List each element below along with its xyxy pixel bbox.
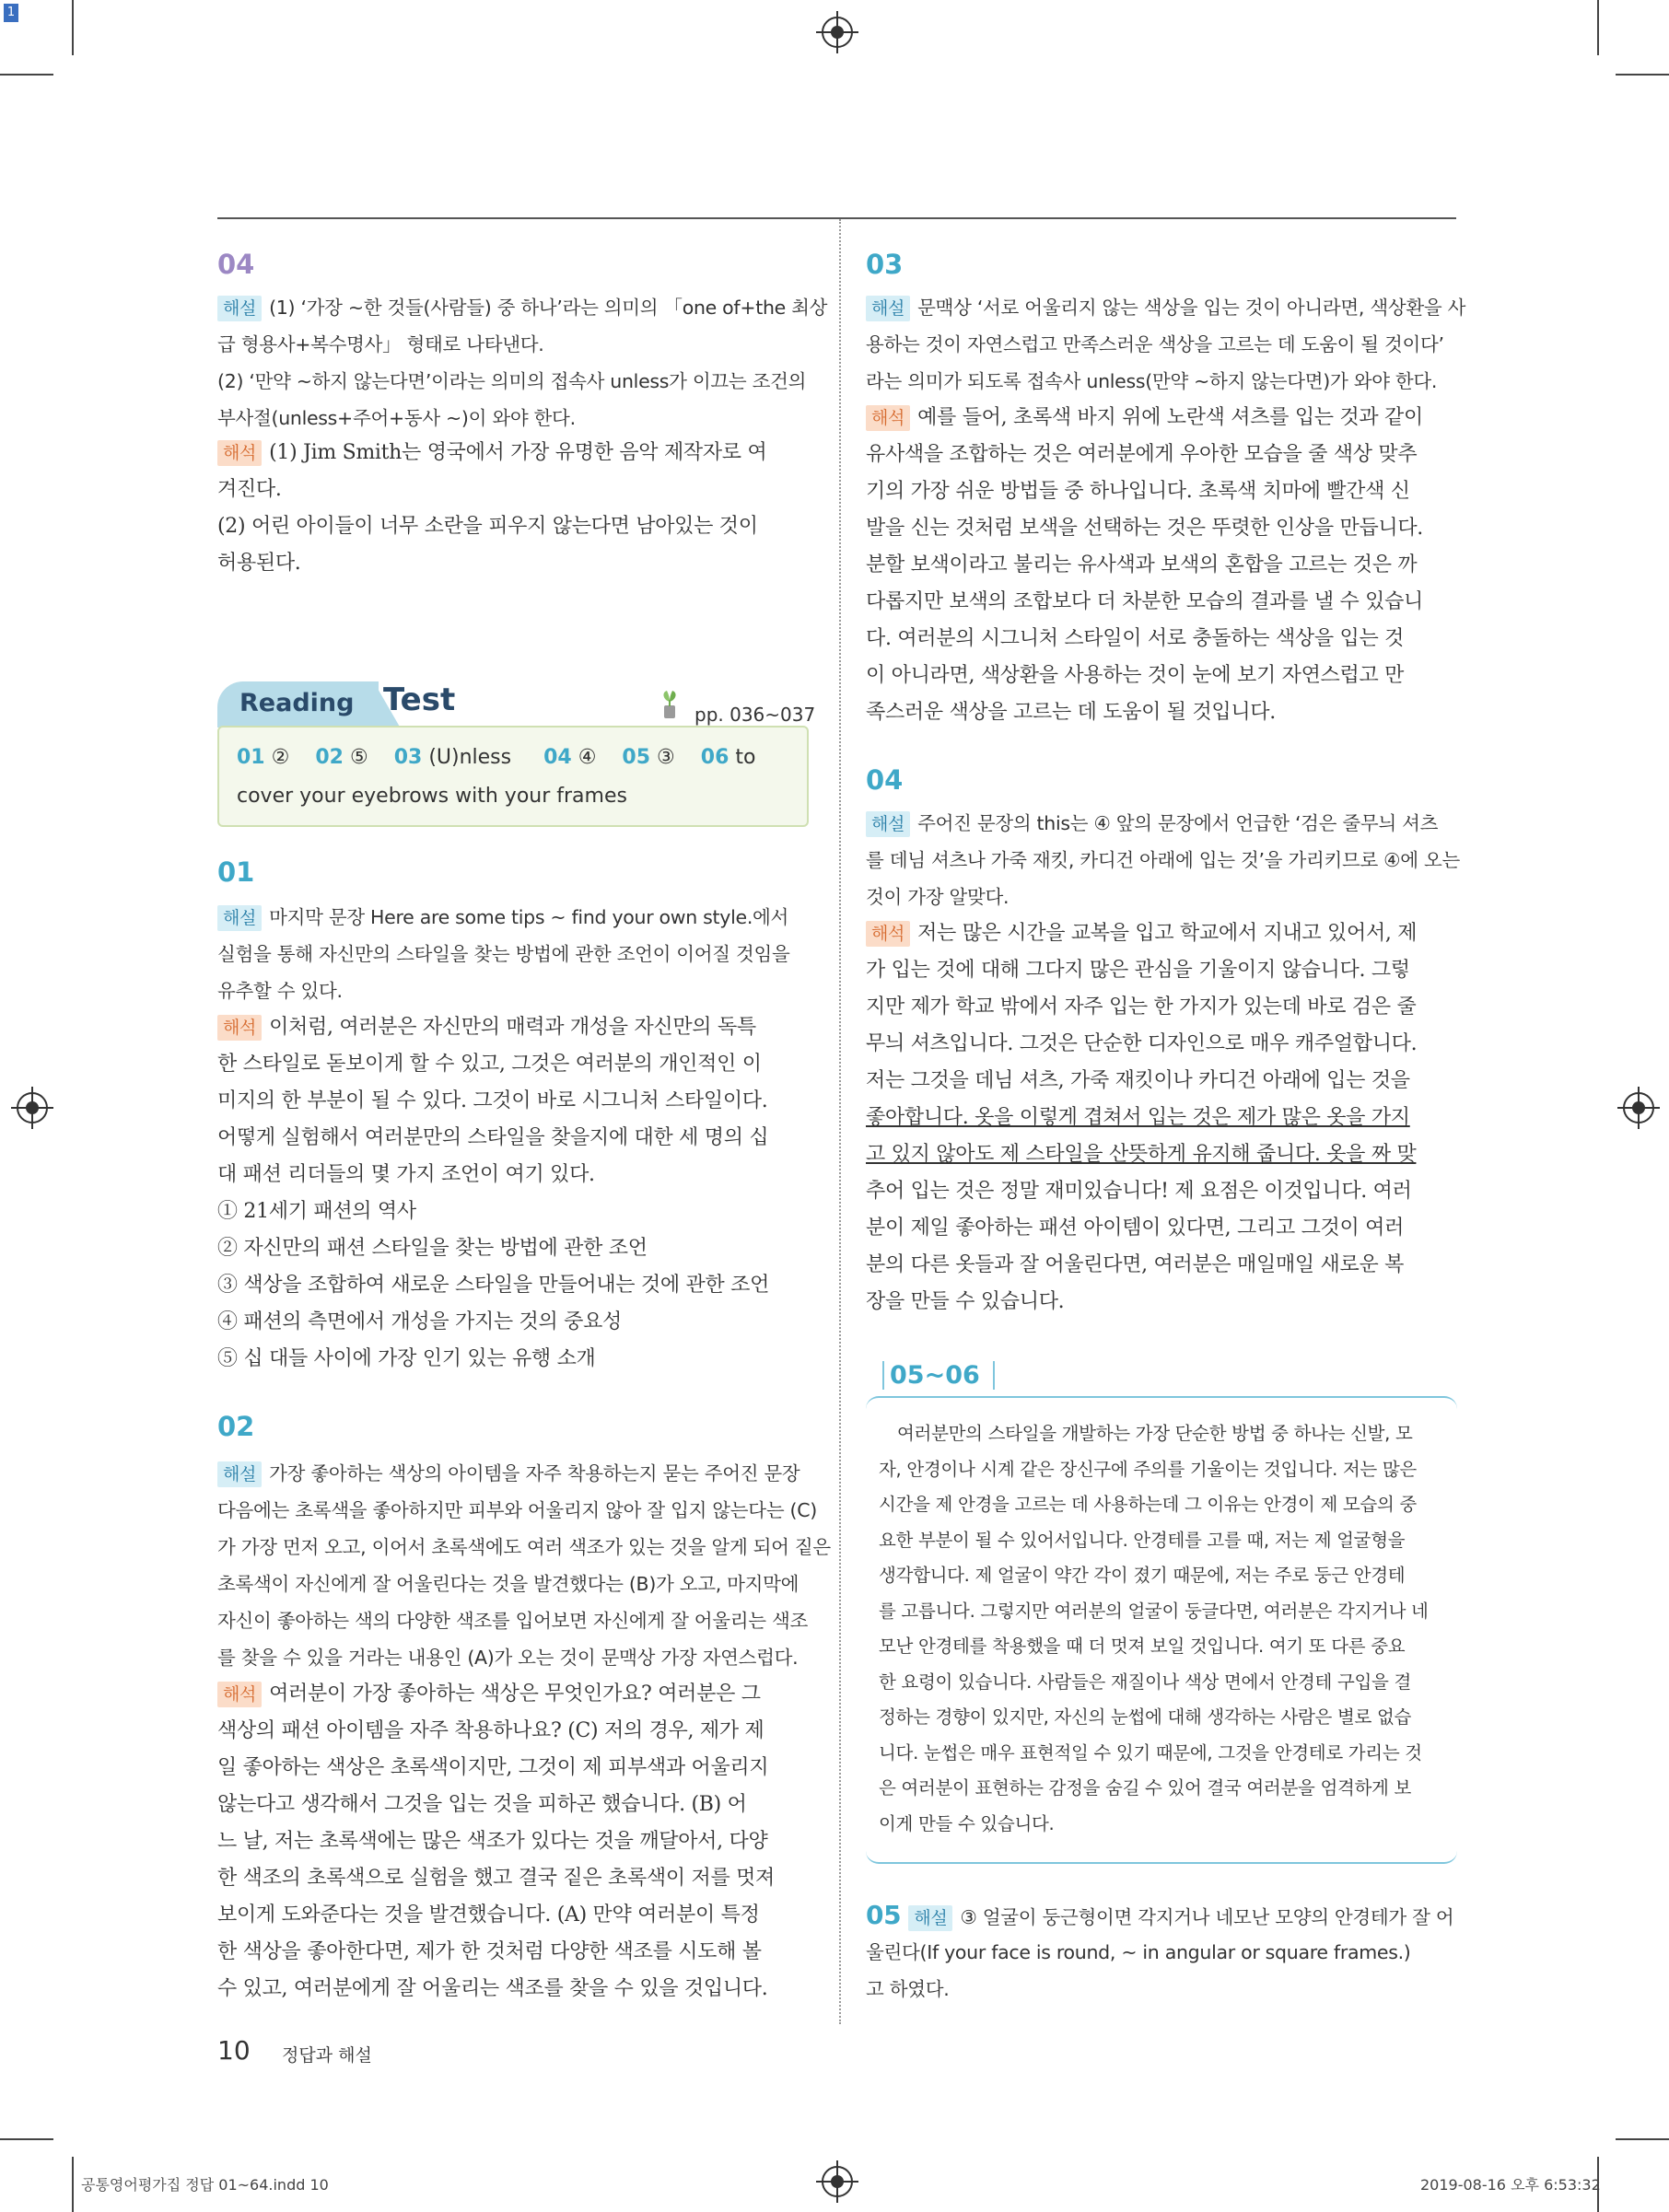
page-range: pp. 036~037 xyxy=(694,704,816,726)
crop-mark xyxy=(72,2157,74,2212)
translation-block: 해석 (1) Jim Smith는 영국에서 가장 유명한 음악 제작자로 여 겨진다. (2) 어린 아이들이 너무 소란을 피우지 않는다면 남아있는 것이 허용된다. xyxy=(217,441,767,575)
passage-box xyxy=(866,1396,1457,1864)
question-number: 01 xyxy=(217,856,255,888)
crop-mark xyxy=(0,2138,53,2140)
registration-mark-icon xyxy=(1623,1092,1654,1123)
question-number: 02 xyxy=(217,1411,255,1442)
answer-line: 01 ② 02 ⑤ 03 (U)nless 04 ④ 05 ③ 06 to xyxy=(237,746,756,769)
translation-block: 해석 예를 들어, 초록색 바지 위에 노란색 셔츠를 입는 것과 같이 유사색을 조합하는 것은 여러분에게 우아한 모습을 줄 색상 맞추 기의 가장 쉬운 방법들 중 하나입니다. 초록색 치마에 빨간색 신 발을 신는 것처럼 보색을 선택하는 것은 뚜렷한 인상을 만듭니다. 분할 보색이라고 불리는 유사색과 보색의 혼합을 고르는 것은 까 다롭지만 보색의 조합보다 더 차분한 모습의 결과를 낼 수 있습니 다. 여러분의 시그니처 스타일이 서로 충돌하는 색상을 입는 것 이 아니라면, 색상환을 사용하는 것이 눈에 보기 자연스럽고 만 족스러운 색상을 고르는 데 도움이 될 것입니다. xyxy=(866,406,1423,724)
explanation-block: 해설 마지막 문장 Here are some tips ~ find your own style.에서 실험을 통해 자신만의 스타일을 찾는 방법에 관한 조언이 이어질 것임을 유추할 수 있다. xyxy=(217,906,790,1002)
question-number: 03 xyxy=(866,249,904,280)
option: ③ 색상을 조합하여 새로운 스타일을 만들어내는 것에 관한 조언 xyxy=(217,1274,770,1297)
crop-mark xyxy=(1616,2138,1669,2140)
top-rule xyxy=(217,217,1456,219)
reading-label: Reading xyxy=(239,689,355,717)
explanation-block: 해설 문맥상 ‘서로 어울리지 않는 색상을 입는 것이 아니라면, 색상환을 사 용하는 것이 자연스럽고 만족스러운 색상을 고르는 데 도움이 될 것이다’ 라는 의미가 되도록 접속사 unless(만약 ~하지 않는다면)가 와야 한다. xyxy=(866,297,1466,392)
crop-mark xyxy=(72,0,74,55)
option: ① 21세기 패션의 역사 xyxy=(217,1200,416,1223)
explanation-block: 해설 주어진 문장의 this는 ④ 앞의 문장에서 언급한 ‘검은 줄무늬 셔츠 를 데님 셔츠나 가죽 재킷, 카디건 아래에 입는 것’을 가리키므로 ④에 오는 것이 가장 알맞다. xyxy=(866,812,1460,908)
column-divider xyxy=(839,219,841,2024)
registration-mark-icon xyxy=(822,2166,853,2197)
plant-icon xyxy=(659,687,680,720)
option: ② 자신만의 패션 스타일을 찾는 방법에 관한 조언 xyxy=(217,1237,648,1260)
passage-title: 05~06 xyxy=(882,1361,995,1390)
question-number: 05 xyxy=(866,1900,902,1930)
option: ④ 패션의 측면에서 개성을 가지는 것의 중요성 xyxy=(217,1310,622,1333)
page-number: 10 xyxy=(217,2035,251,2066)
translation-block: 해석 이처럼, 여러분은 자신만의 매력과 개성을 자신만의 독특 한 스타일로 돋보이게 할 수 있고, 그것은 여러분의 개인적인 이 미지의 한 부분이 될 수 있다. 그것이 바로 시그니처 스타일이다. 어떻게 실험해서 여러분만의 스타일을 찾을지에 대한 세 명의 십 대 패션 리더들의 몇 가지 조언이 여기 있다. ① 21세기 패션의 역사 ② 자신만의 패션 스타일을 찾는 방법에 관한 조언 ③ 색상을 조합하여 새로운 스타일을 만들어내는 것에 관한 조언 ④ 패션의 측면에서 개성을 가지는 것의 중요성 ⑤ 십 대들 사이에 가장 인기 있는 유행 소개 xyxy=(217,1009,769,1378)
explanation-block: 05 해설 ③ 얼굴이 둥근형이면 각지거나 네모난 모양의 안경테가 잘 어 울린다(If your face is round, ~ in angular or square frames.) 고 하였다. xyxy=(866,1900,1454,2000)
translation-tag: 해석 xyxy=(217,440,262,466)
explanation-block: 해설 가장 좋아하는 색상의 아이템을 자주 착용하는지 묻는 주어진 문장 다음에는 초록색을 좋아하지만 피부와 어울리지 않아 잘 입지 않는다는 (C) 가 가장 먼저 오고, 이어서 초록색에도 여러 색조가 있는 것을 알게 되어 짙은 초록색이 자신에게 잘 어울린다는 것을 발견했다는 (B)가 오고, 마지막에 자신이 좋아하는 색의 다양한 색조를 입어보면 자신에게 잘 어울리는 색조 를 찾을 수 있을 거라는 내용인 (A)가 오는 것이 문맥상 가장 자연스럽다. xyxy=(217,1462,831,1669)
slug-timestamp: 2019-08-16 오후 6:53:32 xyxy=(1420,2176,1601,2194)
registration-mark-icon xyxy=(17,1092,48,1123)
question-number: 04 xyxy=(217,249,255,280)
slug-filename: 공통영어평가집 정답 01~64.indd 10 xyxy=(81,2176,329,2194)
option: ⑤ 십 대들 사이에 가장 인기 있는 유행 소개 xyxy=(217,1347,596,1370)
page-badge: 1 xyxy=(4,4,18,22)
answer-box xyxy=(217,726,809,827)
explain-tag: 해설 xyxy=(217,296,262,321)
explanation-block: 해설 (1) ‘가장 ~한 것들(사람들) 중 하나’라는 의미의 「one of+the 최상 급 형용사+복수명사」 형태로 나타낸다. (2) ‘만약 ~하지 않는다면’이라는 의미의 접속사 unless가 이끄는 조건의 부사절(unless+주어+동사 ~)이 와야 한다. xyxy=(217,297,828,429)
crop-mark xyxy=(1616,74,1669,76)
crop-mark xyxy=(1597,0,1599,55)
crop-mark xyxy=(0,74,53,76)
answer-line: cover your eyebrows with your frames xyxy=(237,785,627,808)
passage-text: 여러분만의 스타일을 개발하는 가장 단순한 방법 중 하나는 신발, 모 자, 안경이나 시계 같은 장신구에 주의를 기울이는 것입니다. 저는 많은 시간을 제 안경을 고르는 데 사용하는데 그 이유는 안경이 제 모습의 중 요한 부분이 될 수 있어서입니다. 안경테를 고를 때, 저는 제 얼굴형을 생각합니다. 제 얼굴이 약간 각이 졌기 때문에, 저는 주로 둥근 안경테 를 고릅니다. 그렇지만 여러분의 얼굴이 둥글다면, 여러분은 각지거나 네 모난 안경테를 착용했을 때 더 멋져 보일 것입니다. 여기 또 다른 중요 한 요령이 있습니다. 사람들은 재질이나 색상 면에서 안경테 구입을 결 정하는 경향이 있지만, 자신의 눈썹에 대해 생각하는 사람은 별로 없습 니다. 눈썹은 매우 표현적일 수 있기 때문에, 그것을 안경테로 가리는 것 은 여러분이 표현하는 감정을 숨길 수 있어 결국 여러분을 엄격하게 보 이게 만들 수 있습니다. xyxy=(879,1423,1429,1834)
registration-mark-icon xyxy=(822,17,853,48)
translation-block: 해석 저는 많은 시간을 교복을 입고 학교에서 지내고 있어서, 제 가 입는 것에 대해 그다지 많은 관심을 기울이지 않습니다. 그렇 지만 제가 학교 밖에서 자주 입는 한 가지가 있는데 바로 검은 줄 무늬 셔츠입니다. 그것은 단순한 디자인으로 매우 캐주얼합니다. 저는 그것을 데님 셔츠, 가죽 재킷이나 카디건 아래에 입는 것을 좋아합니다. 옷을 이렇게 겹쳐서 입는 것은 제가 많은 옷을 가지 고 있지 않아도 제 스타일을 산뜻하게 유지해 줍니다. 옷을 짜 맞 추어 입는 것은 정말 재미있습니다! 제 요점은 이것입니다. 여러 분이 제일 좋아하는 패션 아이템이 있다면, 그리고 그것이 여러 분의 다른 옷들과 잘 어울린다면, 여러분은 매일매일 새로운 복 장을 만들 수 있습니다. xyxy=(866,922,1418,1313)
question-number: 04 xyxy=(866,764,904,796)
footer-label: 정답과 해설 xyxy=(282,2045,372,2066)
translation-block: 해석 여러분이 가장 좋아하는 색상은 무엇인가요? 여러분은 그 색상의 패션 아이템을 자주 착용하나요? (C) 저의 경우, 제가 제 일 좋아하는 색상은 초록색이지만, 그것이 제 피부색과 어울리지 않는다고 생각해서 그것을 입는 것을 피하곤 했습니다. (B) 어 느 날, 저는 초록색에는 많은 색조가 있다는 것을 깨달아서, 다양 한 색조의 초록색으로 실험을 했고 결국 짙은 초록색이 저를 멋져 보이게 도와준다는 것을 발견했습니다. (A) 만약 여러분이 특정 한 색상을 좋아한다면, 제가 한 것처럼 다양한 색조를 시도해 볼 수 있고, 여러분에게 잘 어울리는 색조를 찾을 수 있을 것입니다. xyxy=(217,1682,775,2000)
test-label: Test xyxy=(383,681,456,718)
